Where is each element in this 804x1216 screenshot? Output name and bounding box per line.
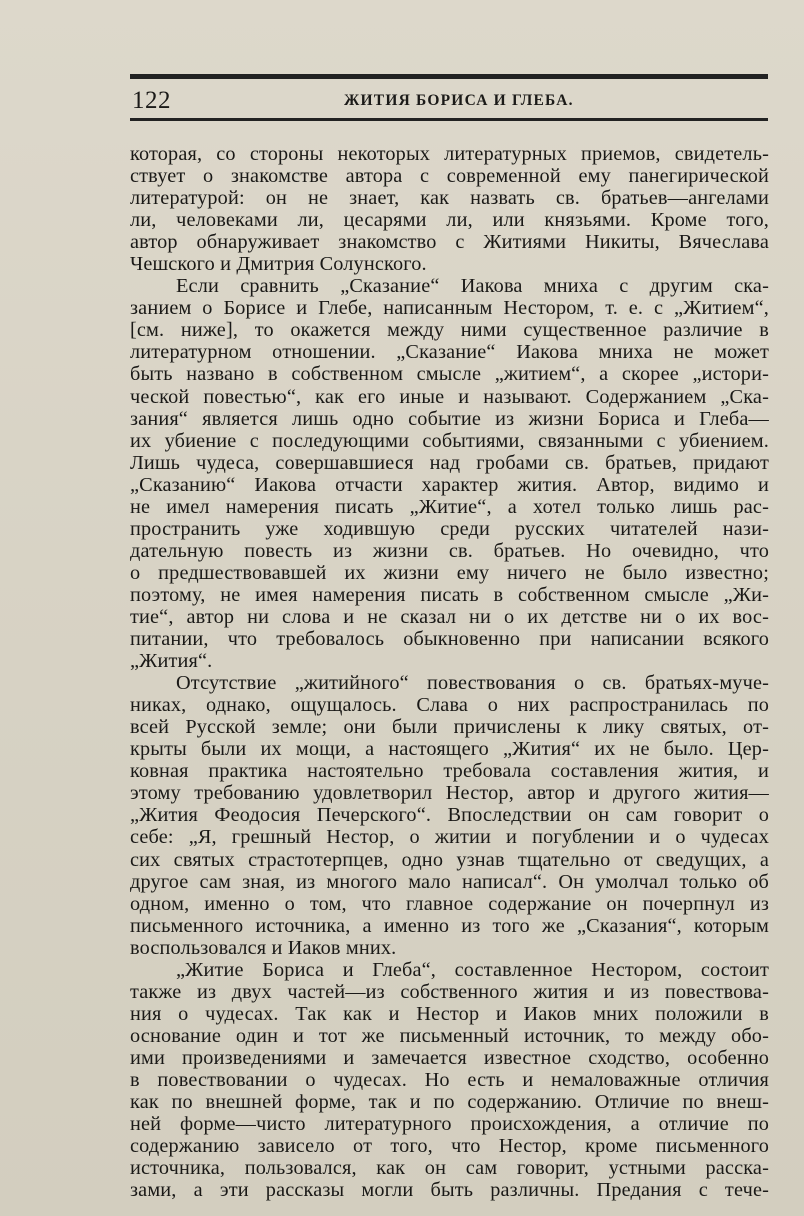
text-line: „Житие Бориса и Глеба“, составленное Нестором, состоит <box>176 958 769 981</box>
text-line: Отсутствие „житийного“ повествования о св. братьях-муче- <box>176 672 769 695</box>
text-line: „Жития Феодосия Печерского“. Впоследствии он сам говорит о <box>130 804 769 827</box>
text-line: ствует о знакомстве автора с современной ему панегирической <box>130 165 769 188</box>
text-line: ческой повестью“, как его иные и называют. Содержанием „Ска- <box>130 385 769 408</box>
text-line: ли, человеками ли, цесарями ли, или князьями. Кроме того, <box>130 209 769 232</box>
text-line: никах, однако, ощущалось. Слава о них распространилась по <box>130 694 769 717</box>
text-line: быть названо в собственном смысле „житием“, а скорее „истори- <box>130 363 769 386</box>
page-number: 122 <box>132 87 171 114</box>
text-line: также из двух частей—из собственного жития и из повествова- <box>130 980 769 1003</box>
text-line: автор обнаруживает знакомство с Житиями Никиты, Вячеслава <box>130 231 769 254</box>
text-line: Лишь чудеса, совершавшиеся над гробами св. братьев, придают <box>130 451 769 474</box>
text-line: зами, а эти рассказы могли быть различны. Предания с тече- <box>130 1179 769 1202</box>
text-line: зания“ является лишь одно событие из жизни Бориса и Глеба— <box>130 407 769 430</box>
text-line: себе: „Я, грешный Нестор, о житии и погублении и о чудесах <box>130 826 769 849</box>
text-line: одном, именно о том, что главное содержание он почерпнул из <box>130 892 769 915</box>
text-line: ния о чудесах. Так как и Нестор и Иаков мних положили в <box>130 1002 769 1025</box>
top-rule <box>130 74 768 79</box>
text-line: этому требованию удовлетворил Нестор, автор и другого жития— <box>130 782 769 805</box>
text-line: крыты были их мощи, а настоящего „Жития“ их не было. Цер- <box>130 738 769 761</box>
text-line: воспользовался и Иаков мних. <box>130 936 397 959</box>
text-line: поэтому, не имея намерения писать в собственном смысле „Жи- <box>130 583 769 606</box>
text-line: литературой: он не знает, как назвать св. братьев—ангелами <box>130 187 769 210</box>
header-rule <box>130 118 768 121</box>
text-line: источника, пользовался, как он сам говорит, устными расска- <box>130 1157 769 1180</box>
text-line: Чешского и Дмитрия Солунского. <box>130 253 427 276</box>
text-line: Если сравнить „Сказание“ Иакова мниха с другим ска- <box>176 275 769 298</box>
text-line: содержанию зависело от того, что Нестор, кроме письменного <box>130 1135 769 1158</box>
text-line: пространить уже ходившую среди русских читателей нази- <box>130 517 769 540</box>
text-line: сих святых страстотерпцев, одно узнав тщательно от сведущих, а <box>130 848 769 871</box>
body-text <box>130 143 769 1201</box>
text-line: литературном отношении. „Сказание“ Иакова мниха не может <box>130 341 769 364</box>
text-line: не имел намерения писать „Житие“, а хотел только лишь рас- <box>130 495 769 518</box>
text-line: всей Русской земле; они были причислены к лику святых, от- <box>130 716 769 739</box>
text-line: в повествовании о чудесах. Но есть и немаловажные отличия <box>130 1068 769 1091</box>
text-line: другое сам зная, из многого мало написал“. Он умолчал только об <box>130 870 769 893</box>
text-line: письменного источника, а именно из того же „Сказания“, которым <box>130 914 769 937</box>
running-title: ЖИТИЯ БОРИСА И ГЛЕБА. <box>344 92 574 109</box>
text-line: основание один и тот же письменный источник, то между обо- <box>130 1024 769 1047</box>
text-line: питании, что требовалось обыкновенно при написании всякого <box>130 628 769 651</box>
text-line: которая, со стороны некоторых литературных приемов, свидетель- <box>130 143 769 165</box>
text-line: тие“, автор ни слова и не сказал ни о их детстве ни о их вос- <box>130 605 769 628</box>
text-line: дательную повесть из жизни св. братьев. Но очевидно, что <box>130 539 769 562</box>
text-line: „Жития“. <box>130 650 213 673</box>
text-line: „Сказанию“ Иакова отчасти характер жития. Автор, видимо и <box>130 473 769 496</box>
text-line: ней форме—чисто литературного происхождения, а отличие по <box>130 1113 769 1136</box>
text-line: [см. ниже], то окажется между ними существенное различие в <box>130 319 769 342</box>
text-line: ковная практика настоятельно требовала составления жития, и <box>130 760 769 783</box>
text-line: о предшествовавшей их жизни ему ничего не было известно; <box>130 561 769 584</box>
text-line: их убиение с последующими событиями, связанными с убиением. <box>130 429 769 452</box>
text-line: ими произведениями и замечается известное сходство, особенно <box>130 1046 769 1069</box>
text-line: занием о Борисе и Глебе, написанным Нестором, т. е. с „Житием“, <box>130 297 769 320</box>
text-line: как по внешней форме, так и по содержанию. Отличие по внеш- <box>130 1091 769 1114</box>
